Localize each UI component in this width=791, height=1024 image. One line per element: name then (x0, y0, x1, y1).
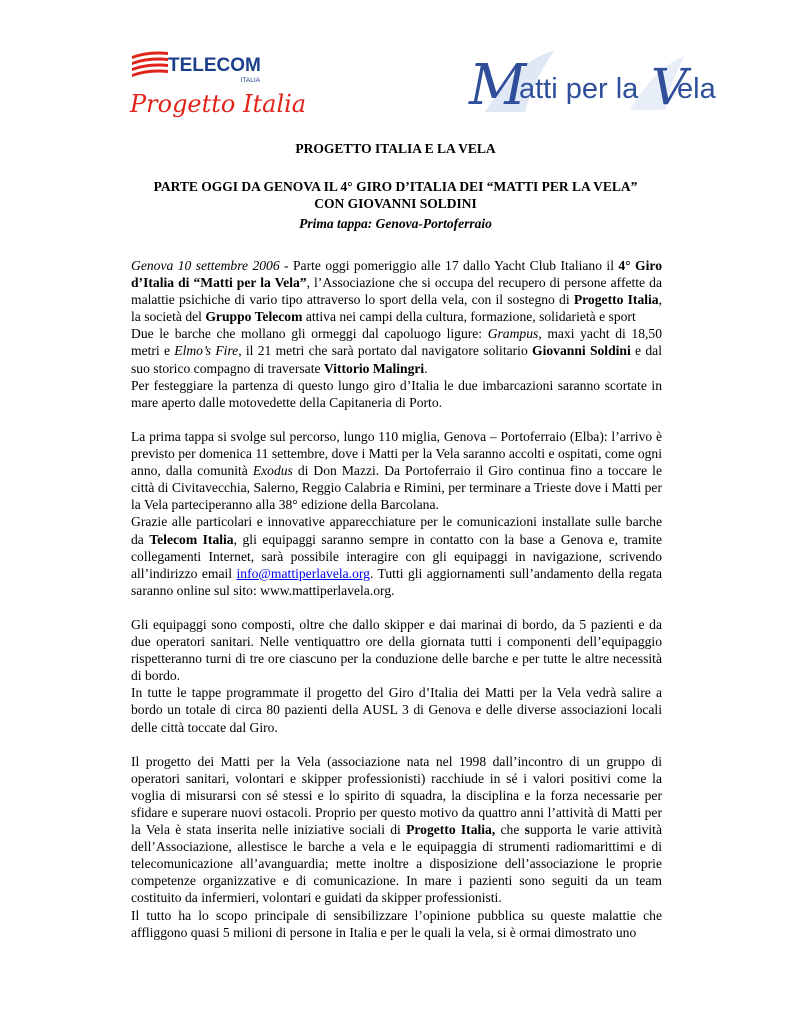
paragraph-2 (131, 325, 662, 376)
text-run: che (495, 822, 525, 838)
telecom-progetto-italia-logo (128, 44, 307, 124)
matti-per-la-vela-logo (455, 42, 717, 120)
matti-wordmark-end: ela (677, 73, 716, 105)
bold-run: s (524, 822, 530, 838)
text-run: , maxi yacht di 18,50 metri e (131, 326, 662, 359)
paragraph-1 (131, 257, 662, 325)
italic-run: Exodus (252, 463, 293, 479)
dateline: Genova 10 settembre 2006 (131, 258, 280, 273)
italic-run: Elmo’s Fire (174, 343, 239, 359)
italic-run: Grampus (487, 326, 539, 342)
paragraph-6: Gli equipaggi sono composti, oltre che dallo skipper e dai marinai di bordo, da 5 pazienti e da due operatori sanitari. Nelle ventiquattro ore della giornata tutti i componenti dell’equipaggio rispetteranno turni di tre ore ciascuno per la conduzione delle barche e per tutte le altre necessità di bordo. (131, 616, 662, 684)
matti-letter-v: V (651, 58, 688, 116)
text-run: Grazie alle particolari e innovative apparecchiature per le comunicazioni installate sulle barche da (131, 514, 662, 547)
text-run: , il 21 metri che sarà portato dal navigatore solitario (238, 343, 533, 359)
headline-line-1: PARTE OGGI DA GENOVA IL 4° GIRO D’ITALIA DEI “MATTI PER LA VELA” (153, 179, 638, 194)
paragraph-3: Per festeggiare la partenza di questo lungo giro d’Italia le due imbarcazioni saranno scortate in mare aperto dalle motovedette della Capitaneria di Porto. (131, 377, 662, 410)
matti-wordmark-mid: atti per la (519, 73, 639, 105)
doc-subtitle: Prima tappa: Genova-Portoferraio (299, 216, 492, 231)
headline-line-2: CON GIOVANNI SOLDINI (314, 196, 477, 211)
text-run: , la società del (131, 292, 662, 325)
paragraph-5 (131, 513, 662, 598)
doc-headline (0, 178, 791, 212)
text-run: La prima tappa si svolge sul percorso, lungo 110 miglia, Genova – Portoferraio (Elba): l’arrivo è previsto per domenica 11 settembre, dove i Matti per la Vela saranno accolti e ospitati, come ogni anno, dalla comunità (131, 428, 662, 479)
bold-run: 4° Giro d’Italia di “Matti per la Vela” (131, 258, 662, 291)
bold-run: Progetto Italia (573, 292, 659, 308)
paragraph-9: Il tutto ha lo scopo principale di sensibilizzare l’opinione pubblica su queste malattie che affliggono quasi 5 milioni di persone in Italia e per le quali la vela, si è ormai dimostrato uno (131, 907, 662, 940)
text-run: upporta le varie attività dell’Associazione, allestisce le barche a vela e le equipaggia di strumenti radiomarittimi e di telecomunicazione all’avanguardia; mette inoltre a disposizione dell’associazione le proprie competenze organizzative e di comunicazione. In mare i pazienti sono seguiti da un team costituito da infermieri, volontari e guidati da skipper professionisti. (131, 822, 662, 906)
bold-run: Gruppo Telecom (205, 309, 303, 325)
email-link[interactable]: info@mattiperlavela.org (236, 565, 370, 581)
text-run: , l’Associazione che si occupa del recupero di persone affette da malattie psichiche di vario tipo attraverso lo sport della vela, con il sostegno di (131, 275, 662, 308)
paragraph-8 (131, 753, 662, 907)
text-run: - Parte oggi pomeriggio alle 17 dallo Yacht Club Italiano il (279, 258, 619, 273)
article-body (131, 257, 662, 941)
text-run: . Tutti gli aggiornamenti sull’andamento della regata saranno online sul sito: www.mattiperlavela.org. (131, 565, 662, 598)
telecom-wordmark: TELECOM (168, 55, 261, 76)
bold-run: Giovanni Soldini (532, 343, 631, 359)
text-run: , gli equipaggi saranno sempre in contatto con la base a Genova e, tramite collegamenti Internet, sarà possibile interagire con gli equipaggi in navigazione, scrivendo all’indirizzo email (131, 531, 663, 581)
text-run: Il progetto dei Matti per la Vela (associazione nata nel 1998 dall’incontro di un gruppo di operatori sanitari, volontari e skipper professionisti) racchiude in sé i valori positivi come la voglia di misurarsi con sé stessi e lo spirito di squadra, la disciplina e la forza necessarie per sfidare e superare nuovi ostacoli. Proprio per questo motivo da quattro anni l’attività di Matti per la Vela è stata inserita nelle iniziative sociali di (131, 753, 662, 838)
bold-run: Progetto Italia, (406, 822, 496, 838)
telecom-stripes (132, 52, 168, 78)
paragraph-7: In tutte le tappe programmate il progetto del Giro d’Italia dei Matti per la Vela vedrà salire a bordo un totale di circa 80 pazienti della AUSL 3 di Genova e delle diverse associazioni locali delle città toccate dal Giro. (131, 685, 662, 735)
telecom-italia-sub: ITALIA (240, 77, 260, 84)
text-run: Due le barche che mollano gli ormeggi dal capoluogo ligure: (131, 326, 488, 342)
text-run: e dal suo storico compagno di traversate (131, 343, 662, 376)
matti-letter-m: M (469, 53, 527, 118)
text-run: di Don Mazzi. Da Portoferraio il Giro continua fino a toccare le città di Civitavecchia, Salerno, Reggio Calabria e Rimini, per terminare a Trieste dove i Matti per la Vela parteciperanno alla 38° edizione della Barcolana. (131, 463, 662, 513)
bold-run: Telecom Italia (149, 531, 234, 547)
text-run: attiva nei campi della cultura, formazione, solidarietà e sport (302, 309, 636, 325)
bold-run: Vittorio Malingri (323, 360, 425, 376)
doc-title: PROGETTO ITALIA E LA VELA (295, 141, 496, 156)
text-run: . (424, 360, 428, 376)
progetto-italia-script: Progetto Italia (130, 90, 307, 118)
paragraph-4 (131, 428, 662, 513)
